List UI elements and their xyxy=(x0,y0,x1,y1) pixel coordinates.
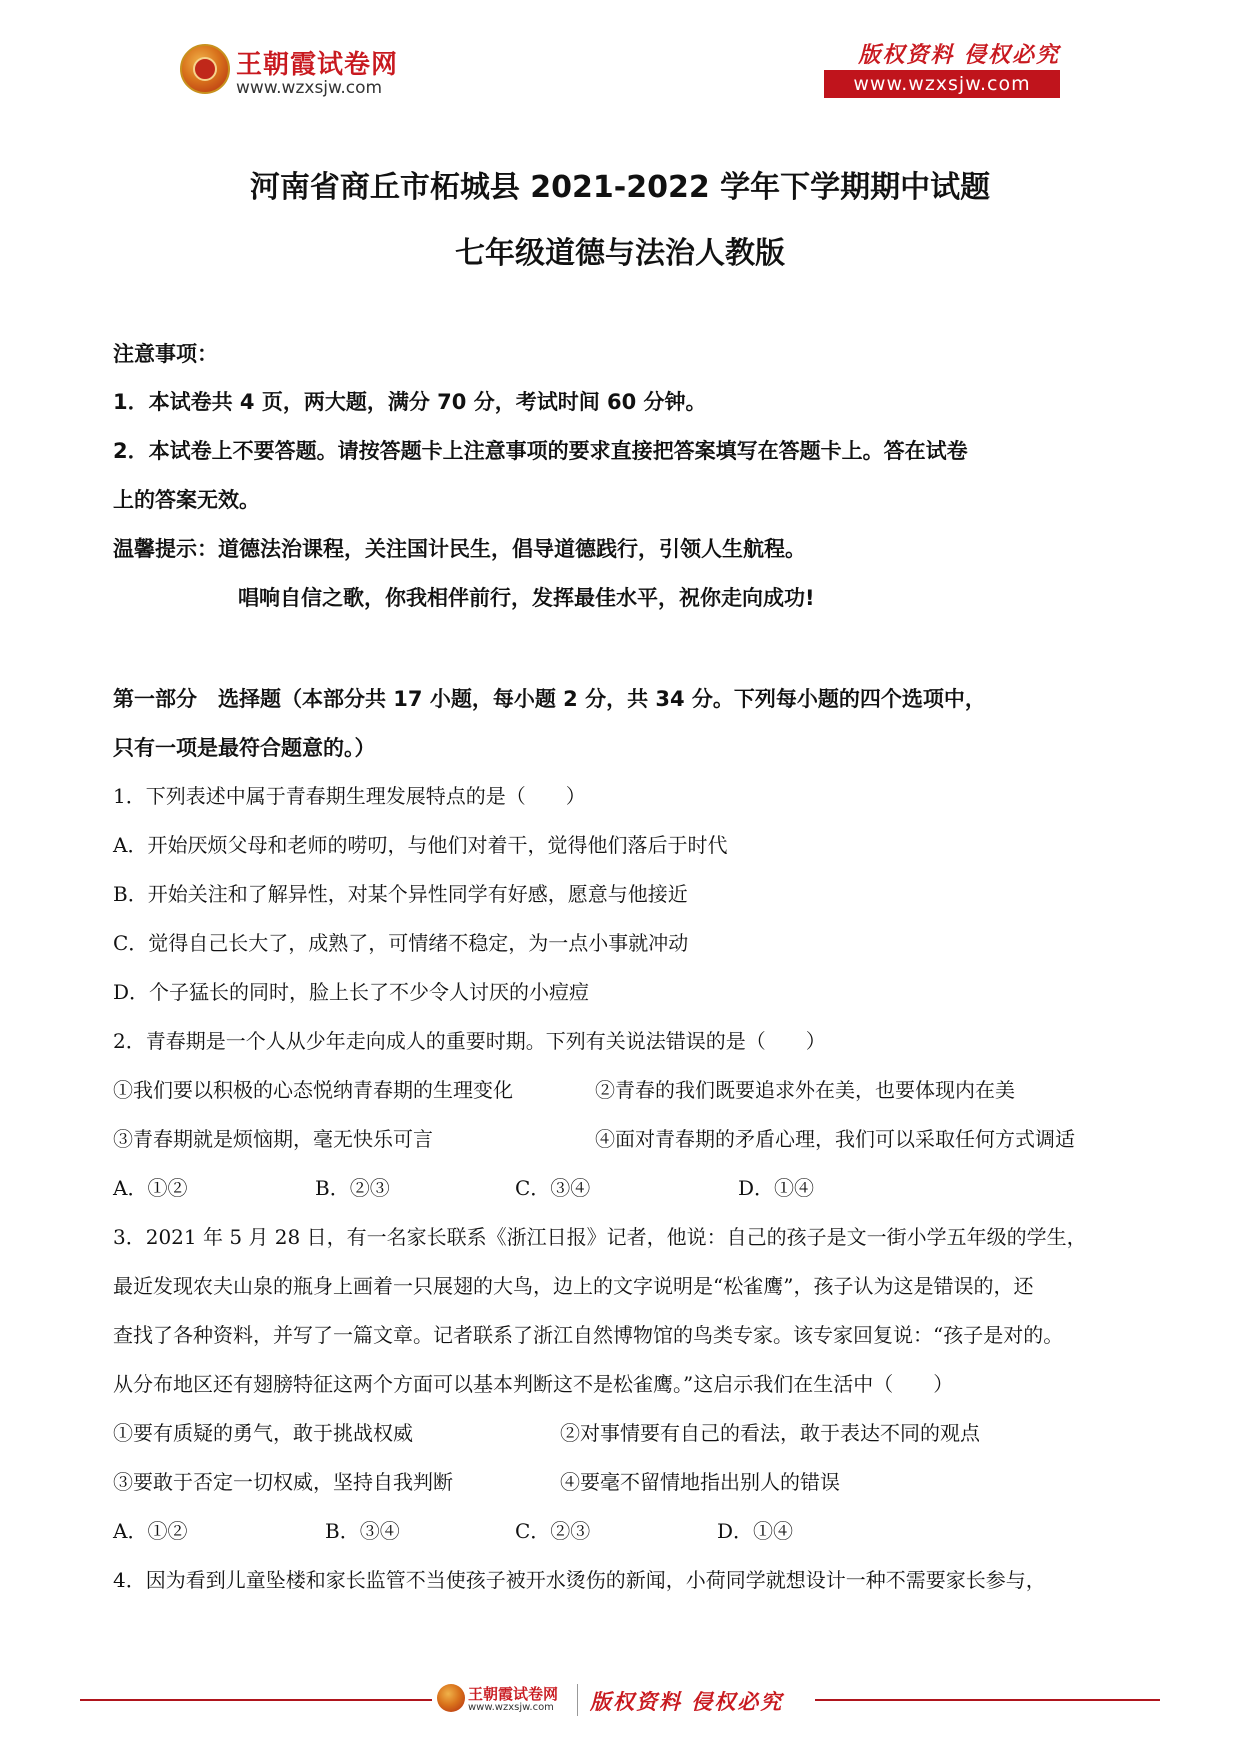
notice-item-2: 2．本试卷上不要答题。请按答题卡上注意事项的要求直接把答案填写在答题卡上。答在试卷 xyxy=(113,439,968,463)
q3-stem-line-2: 最近发现农夫山泉的瓶身上画着一只展翅的大鸟，边上的文字说明是“松雀鹰”，孩子认为这是错误的，还 xyxy=(113,1274,1034,1298)
footer-copyright: 版权资料 侵权必究 xyxy=(590,1689,784,1714)
tip-line-1: 温馨提示：道德法治课程，关注国计民生，倡导道德践行，引领人生航程。 xyxy=(113,537,806,561)
q2-statement-3: ③青春期就是烦恼期，毫无快乐可言 xyxy=(113,1127,433,1151)
q3-statement-2: ②对事情要有自己的看法，敢于表达不同的观点 xyxy=(560,1421,980,1445)
q1-option-c: C．觉得自己长大了，成熟了，可情绪不稳定，为一点小事就冲动 xyxy=(113,931,689,955)
tip-line-2: 唱响自信之歌，你我相伴前行，发挥最佳水平，祝你走向成功! xyxy=(238,586,815,610)
q2-statement-2: ②青春的我们既要追求外在美，也要体现内在美 xyxy=(595,1078,1015,1102)
q3-statement-4: ④要毫不留情地指出别人的错误 xyxy=(560,1470,840,1494)
q2-statement-4: ④面对青春期的矛盾心理，我们可以采取任何方式调适 xyxy=(595,1127,1075,1151)
brand-name: 王朝霞试卷网 xyxy=(236,50,399,80)
q3-stem-line-1: 3．2021 年 5 月 28 日，有一名家长联系《浙江日报》记者，他说：自己的孩子是文一街小学五年级的学生， xyxy=(113,1225,1087,1249)
q2-option-a: A．①② xyxy=(113,1176,188,1200)
footer-brand-url: www.wzxsjw.com xyxy=(468,1702,554,1713)
q3-option-a: A．①② xyxy=(113,1519,188,1543)
q1-option-b: B．开始关注和了解异性，对某个异性同学有好感，愿意与他接近 xyxy=(113,882,688,906)
q2-option-c: C．③④ xyxy=(515,1176,591,1200)
copyright-notice: 版权资料 侵权必究 xyxy=(858,42,1060,68)
q3-stem-line-4: 从分布地区还有翅膀特征这两个方面可以基本判断这不是松雀鹰。”这启示我们在生活中（ ） xyxy=(113,1372,954,1396)
q2-option-b: B．②③ xyxy=(315,1176,390,1200)
footer-brand-name: 王朝霞试卷网 xyxy=(468,1685,559,1703)
page-subtitle: 七年级道德与法治人教版 xyxy=(455,236,785,271)
notice-heading: 注意事项： xyxy=(113,342,218,366)
footer-seal-icon xyxy=(437,1684,465,1712)
q1-option-a: A．开始厌烦父母和老师的唠叨，与他们对着干，觉得他们落后于时代 xyxy=(113,833,728,857)
q3-option-b: B．③④ xyxy=(325,1519,400,1543)
footer-separator xyxy=(577,1684,578,1716)
brand-url: www.wzxsjw.com xyxy=(236,78,383,98)
page-title: 河南省商丘市柘城县 2021-2022 学年下学期期中试题 xyxy=(249,170,991,205)
q1-stem: 1．下列表述中属于青春期生理发展特点的是（ ） xyxy=(113,784,586,808)
notice-item-1: 1．本试卷共 4 页，两大题，满分 70 分，考试时间 60 分钟。 xyxy=(113,390,707,414)
header-copyright xyxy=(820,36,1060,100)
part1-heading-cont: 只有一项是最符合题意的。） xyxy=(113,736,376,760)
notice-item-2-cont: 上的答案无效。 xyxy=(113,488,260,512)
q3-option-c: C．②③ xyxy=(515,1519,591,1543)
footer-divider-right xyxy=(815,1699,1160,1701)
q3-stem-line-3: 查找了各种资料，并写了一篇文章。记者联系了浙江自然博物馆的鸟类专家。该专家回复说：“孩子是对的。 xyxy=(113,1323,1064,1347)
q4-stem-line-1: 4．因为看到儿童坠楼和家长监管不当使孩子被开水烫伤的新闻，小荷同学就想设计一种不需要家长参与， xyxy=(113,1568,1046,1592)
brand-seal-icon xyxy=(180,44,230,94)
q2-option-d: D．①④ xyxy=(738,1176,815,1200)
part1-heading: 第一部分 选择题（本部分共 17 小题，每小题 2 分，共 34 分。下列每小题的四个选项中， xyxy=(113,687,986,711)
q2-stem: 2．青春期是一个人从少年走向成人的重要时期。下列有关说法错误的是（ ） xyxy=(113,1029,826,1053)
q2-statement-1: ①我们要以积极的心态悦纳青春期的生理变化 xyxy=(113,1078,513,1102)
q3-statement-1: ①要有质疑的勇气，敢于挑战权威 xyxy=(113,1421,413,1445)
header-logo xyxy=(180,40,420,100)
q3-option-d: D．①④ xyxy=(717,1519,794,1543)
q1-option-d: D．个子猛长的同时，脸上长了不少令人讨厌的小痘痘 xyxy=(113,980,590,1004)
copyright-url: www.wzxsjw.com xyxy=(824,70,1060,98)
footer-divider-left xyxy=(80,1699,432,1701)
q3-statement-3: ③要敢于否定一切权威，坚持自我判断 xyxy=(113,1470,453,1494)
